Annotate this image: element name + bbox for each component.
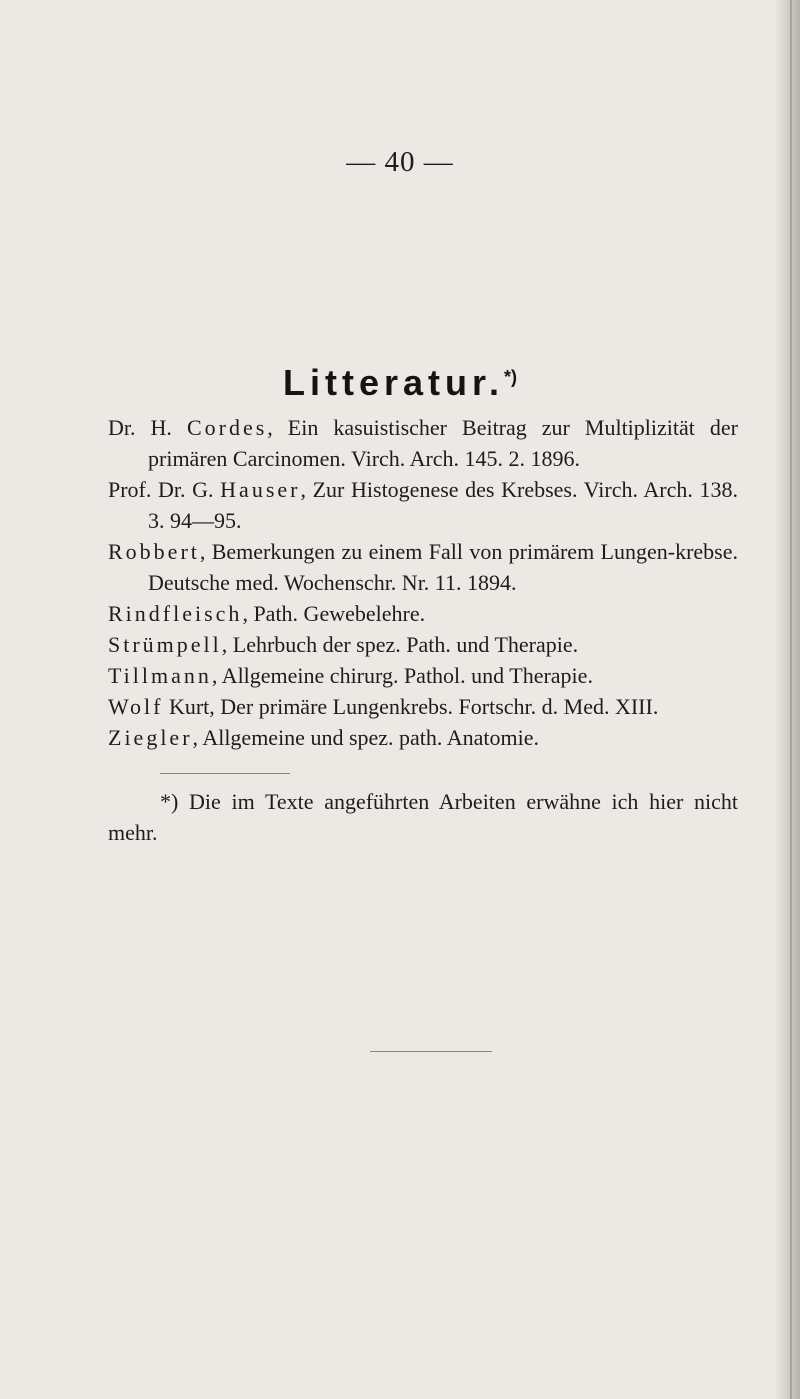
reference-entry [108,412,738,474]
reference-text: , Ein kasuistischer Beitrag zur Multiplizität der primären Carcinomen. Virch. Arch. 145. 2. 1896. [148,415,738,471]
reference-author: Hauser [220,477,301,502]
reference-author-prefix: Dr. H. [108,415,187,440]
reference-author: Tillmann [108,663,212,688]
footnote-text: Die im Texte angeführten Arbeiten erwähne ich hier nicht mehr. [108,789,738,845]
reference-entry [108,660,738,691]
reference-text: Kurt, Der primäre Lungenkrebs. Fortschr. d. Med. XIII. [163,694,659,719]
reference-text: , Allgemeine und spez. path. Anatomie. [192,725,539,750]
page-right-edge-line [790,0,792,1399]
reference-entry [108,536,738,598]
reference-entry [108,598,738,629]
page-right-edge-shadow [774,0,800,1399]
section-heading [0,362,800,404]
reference-author: Ziegler [108,725,193,750]
reference-text: , Allgemeine chirurg. Pathol. und Therapie. [211,663,593,688]
reference-author: Cordes [186,415,268,440]
reference-text: , Bemerkungen zu einem Fall von primärem Lungen-krebse. Deutsche med. Wochenschr. Nr. 11. 1894. [148,539,738,595]
page-number: — 40 — [346,146,454,178]
reference-text: , Path. Gewebelehre. [242,601,426,626]
footnote [108,786,738,848]
footnote-separator-rule [160,773,290,774]
reference-author: Strümpell [108,632,222,657]
reference-text: , Lehrbuch der spez. Path. und Therapie. [221,632,579,657]
reference-entry [108,629,738,660]
reference-entry [108,722,738,753]
reference-author: Wolf [108,694,164,719]
reference-entry [108,691,738,722]
footnote-marker: *) [504,367,518,387]
reference-author-prefix: Prof. Dr. G. [108,477,221,502]
bottom-rule [370,1051,492,1052]
footnote-marker: *) [160,789,179,814]
reference-entry [108,474,738,536]
section-title: Litteratur. [282,362,505,403]
reference-author: Rindfleisch [108,601,243,626]
reference-author: Robbert [108,539,200,564]
reference-list [108,412,738,753]
reference-text: , Zur Histogenese des Krebses. Virch. Arch. 138. 3. 94—95. [148,477,739,533]
